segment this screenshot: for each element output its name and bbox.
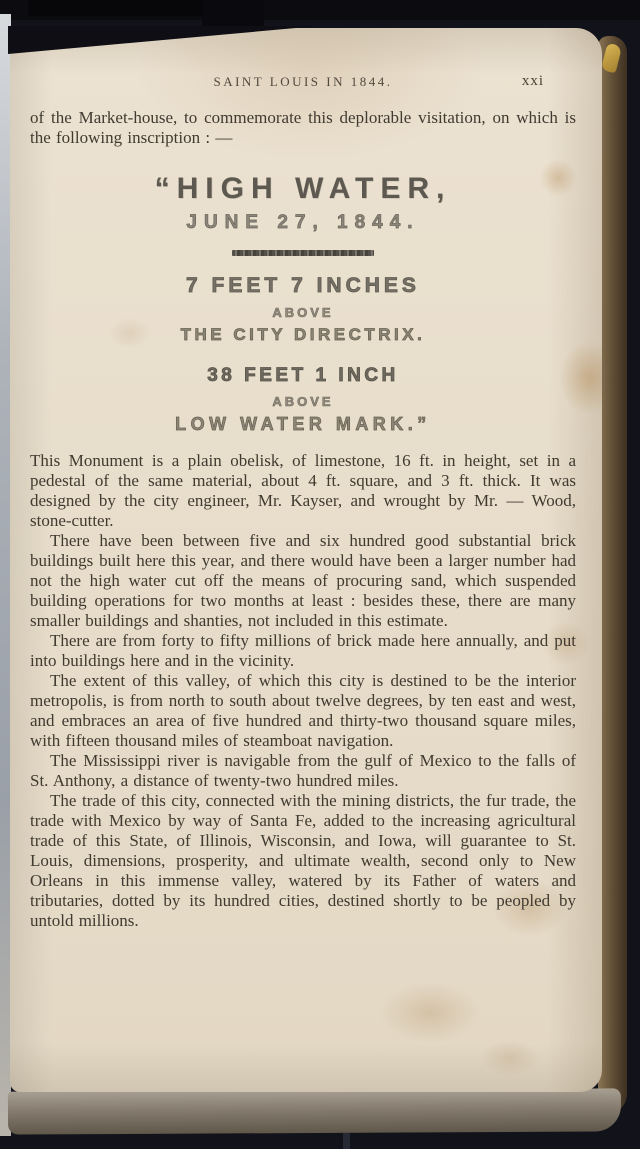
page-block-bottom-edge [8, 1088, 621, 1134]
paragraph: The trade of this city, connected with the mining districts, the fur trade, the trade with Mexico by way of Santa Fe, added to the increasing agricultural trade of this State, of Illinois, Wisconsin, and Iowa, will guarantee to St. Louis, dimensions, prosperity, and ultimate wealth, second only to New Orleans in this immense valley, watered by its Father of waters and tributaries, dotted by its hundred cities, destined shortly to be peopled by untold millions. [30, 791, 576, 930]
paragraph: of the Market-house, to commemorate this deplorable visitation, on which is the following inscription : — [30, 108, 576, 147]
background-mark [343, 1133, 350, 1149]
page-number: xxi [521, 73, 544, 89]
inscription-above-2: ABOVE [272, 394, 334, 409]
decorative-rule [232, 250, 374, 256]
inscription-directrix: THE CITY DIRECTRIX. [180, 325, 426, 344]
book-page [10, 28, 602, 1092]
inscription-low-water: LOW WATER MARK.” [175, 414, 431, 434]
intro-paragraph [30, 108, 576, 148]
inscription-date: JUNE 27, 1844. [186, 212, 420, 233]
paragraph: This Monument is a plain obelisk, of limestone, 16 ft. in height, set in a pedestal of the same material, about 4 ft. square, and 3 ft. thick. It was designed by the city engineer, Mr. Kayser, and wrought by Mr. — Wood, stone-cutter. [30, 451, 576, 530]
inscription-above-1: ABOVE [272, 305, 334, 320]
inscription-feet-upper: 7 FEET 7 INCHES [186, 274, 420, 297]
inscription-title: “HIGH WATER, [154, 172, 452, 205]
paragraph: The extent of this valley, of which this city is destined to be the interior metropolis, is from north to south about twelve degrees, by ten east and west, and embraces an area of five hundred and thirty-two thousand square miles, with fifteen thousand miles of steamboat navigation. [30, 671, 576, 750]
paragraph: The Mississippi river is navigable from the gulf of Mexico to the falls of St. Anthony, a distance of twenty-two hundred miles. [30, 751, 576, 790]
book-fore-edge [598, 36, 627, 1114]
paragraph: There are from forty to fifty millions of brick made here annually, and put into buildings here and in the vicinity. [30, 631, 576, 670]
page-title: SAINT LOUIS IN 1844. [213, 74, 393, 89]
running-header [30, 74, 576, 92]
paragraph: There have been between five and six hundred good substantial brick buildings built here this year, and there would have been a larger number had not the high water cut off the means of procuring sand, which suspended building operations for two months at least : besides these, there are many smaller buildings and shanties, not included in this estimate. [30, 531, 576, 630]
page-content [10, 74, 602, 931]
body-paragraphs [30, 451, 576, 931]
inscription-feet-lower: 38 FEET 1 INCH [207, 365, 399, 386]
